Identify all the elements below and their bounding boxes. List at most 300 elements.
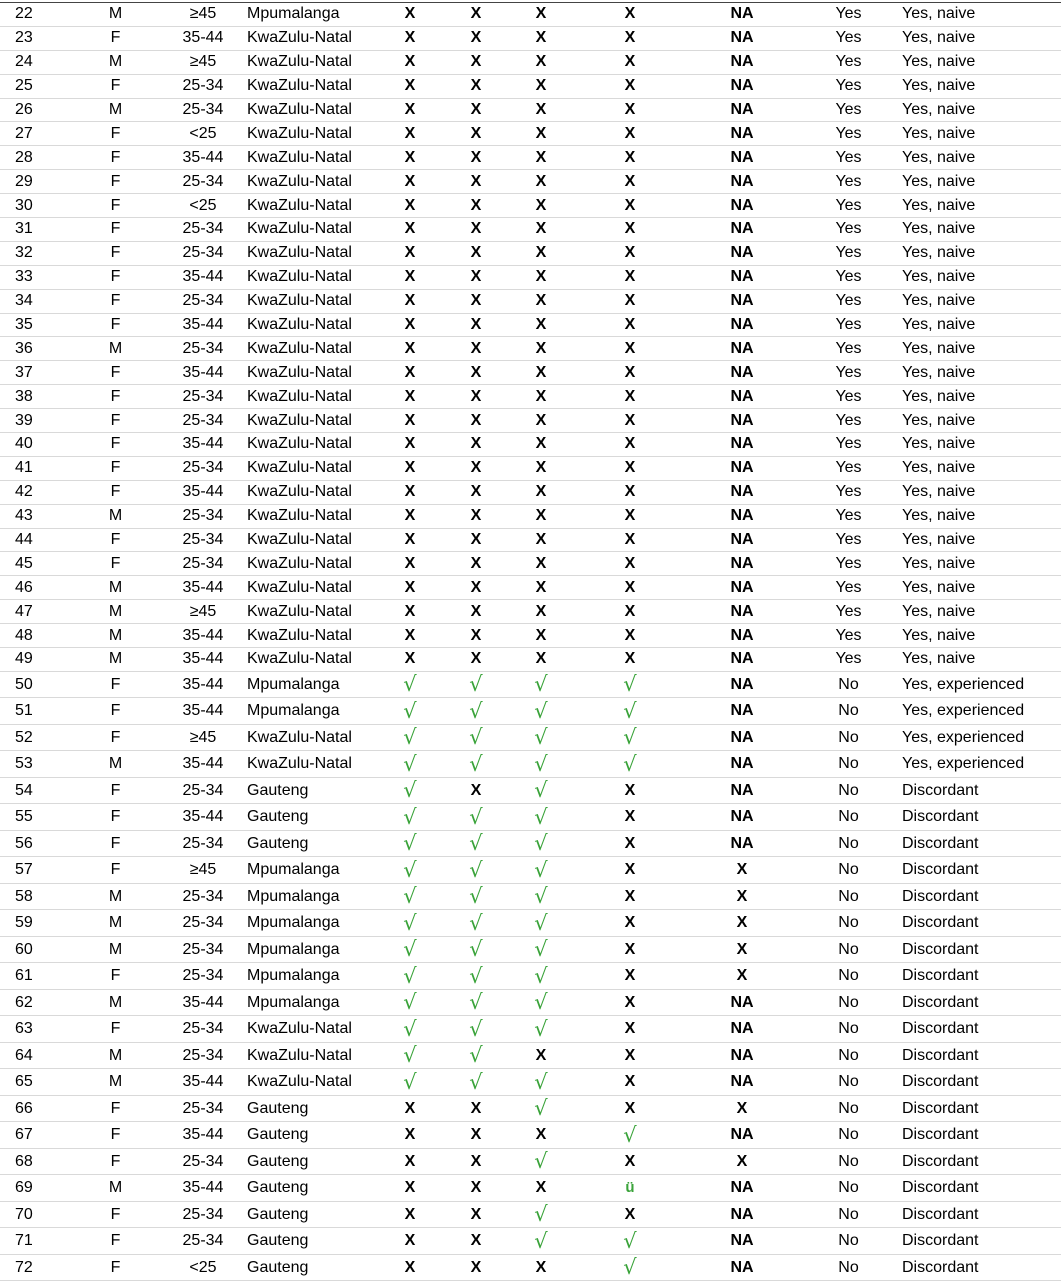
mark-col-3 xyxy=(505,480,577,504)
mark-col-4 xyxy=(577,576,683,600)
province-cell: Gauteng xyxy=(243,1254,373,1281)
table-row xyxy=(0,989,1061,1016)
cross-mark: X xyxy=(470,459,482,477)
table-row xyxy=(0,910,1061,937)
age-group-cell: 35-44 xyxy=(163,624,243,648)
mark-col-4 xyxy=(577,74,683,98)
na-label: NA xyxy=(730,411,754,429)
participant-id: 45 xyxy=(0,552,68,576)
na-label: NA xyxy=(730,316,754,334)
mark-col-1 xyxy=(373,804,447,831)
province-cell: Mpumalanga xyxy=(243,857,373,884)
participant-id: 56 xyxy=(0,830,68,857)
participant-id: 44 xyxy=(0,528,68,552)
mark-col-3 xyxy=(505,1201,577,1228)
mark-col-1 xyxy=(373,883,447,910)
na-label: NA xyxy=(730,1073,754,1091)
table-row xyxy=(0,1228,1061,1255)
mark-col-5 xyxy=(683,433,801,457)
cross-mark: X xyxy=(736,1099,748,1117)
na-label: NA xyxy=(730,29,754,47)
mark-col-3 xyxy=(505,3,577,26)
mark-col-1 xyxy=(373,504,447,528)
mark-col-5 xyxy=(683,122,801,146)
cross-mark: X xyxy=(470,387,482,405)
participant-id: 37 xyxy=(0,361,68,385)
age-group-cell: 35-44 xyxy=(163,671,243,698)
mark-col-5 xyxy=(683,857,801,884)
mark-col-1 xyxy=(373,698,447,725)
mark-col-1 xyxy=(373,1069,447,1096)
yes-no-cell: No xyxy=(801,1095,896,1122)
status-cell: Yes, experienced xyxy=(896,698,1061,725)
mark-col-1 xyxy=(373,857,447,884)
age-group-cell: 35-44 xyxy=(163,1069,243,1096)
table-row xyxy=(0,456,1061,480)
check-mark-icon: √ xyxy=(534,1096,548,1121)
check-mark-icon: √ xyxy=(469,725,483,750)
table-row xyxy=(0,857,1061,884)
table-row xyxy=(0,624,1061,648)
mark-col-2 xyxy=(447,74,505,98)
cross-mark: X xyxy=(535,1258,547,1276)
cross-mark: X xyxy=(624,5,636,23)
cross-mark: X xyxy=(470,339,482,357)
cross-mark: X xyxy=(470,1205,482,1223)
table-row xyxy=(0,480,1061,504)
status-cell: Yes, naive xyxy=(896,313,1061,337)
yes-no-cell: Yes xyxy=(801,122,896,146)
yes-no-cell: No xyxy=(801,698,896,725)
mark-col-2 xyxy=(447,698,505,725)
age-group-cell: 35-44 xyxy=(163,313,243,337)
cross-mark: X xyxy=(470,554,482,572)
mark-col-5 xyxy=(683,989,801,1016)
age-group-cell: 25-34 xyxy=(163,777,243,804)
cross-mark: X xyxy=(404,268,416,286)
mark-col-2 xyxy=(447,361,505,385)
check-mark-icon: √ xyxy=(403,751,417,776)
mark-col-2 xyxy=(447,146,505,170)
cross-mark: X xyxy=(470,507,482,525)
mark-col-3 xyxy=(505,337,577,361)
mark-col-2 xyxy=(447,830,505,857)
check-mark-icon: √ xyxy=(534,778,548,803)
mark-col-2 xyxy=(447,1095,505,1122)
age-group-cell: 35-44 xyxy=(163,576,243,600)
cross-mark: X xyxy=(470,650,482,668)
cross-mark: X xyxy=(470,148,482,166)
status-cell: Yes, naive xyxy=(896,409,1061,433)
mark-col-4 xyxy=(577,3,683,26)
mark-col-3 xyxy=(505,648,577,672)
check-mark-icon: √ xyxy=(403,1069,417,1094)
yes-no-cell: Yes xyxy=(801,600,896,624)
participant-id: 70 xyxy=(0,1201,68,1228)
mark-col-4 xyxy=(577,1228,683,1255)
cross-mark: X xyxy=(470,1179,482,1197)
check-mark-icon: √ xyxy=(623,672,637,697)
cross-mark: X xyxy=(624,887,636,905)
mark-col-3 xyxy=(505,883,577,910)
province-cell: KwaZulu-Natal xyxy=(243,218,373,242)
mark-col-5 xyxy=(683,361,801,385)
table-row xyxy=(0,194,1061,218)
participant-id: 68 xyxy=(0,1148,68,1175)
cross-mark: X xyxy=(535,363,547,381)
status-cell: Yes, naive xyxy=(896,3,1061,26)
status-cell: Discordant xyxy=(896,910,1061,937)
cross-mark: X xyxy=(624,268,636,286)
sex-cell: F xyxy=(68,777,163,804)
cross-mark: X xyxy=(535,459,547,477)
province-cell: KwaZulu-Natal xyxy=(243,409,373,433)
na-label: NA xyxy=(730,1205,754,1223)
age-group-cell: 25-34 xyxy=(163,1201,243,1228)
table-row xyxy=(0,122,1061,146)
check-mark-icon: √ xyxy=(623,1122,637,1147)
mark-col-4 xyxy=(577,313,683,337)
province-cell: KwaZulu-Natal xyxy=(243,313,373,337)
status-cell: Discordant xyxy=(896,1069,1061,1096)
sex-cell: M xyxy=(68,337,163,361)
sex-cell: M xyxy=(68,989,163,1016)
mark-col-5 xyxy=(683,1148,801,1175)
participant-id: 62 xyxy=(0,989,68,1016)
mark-col-5 xyxy=(683,409,801,433)
status-cell: Yes, naive xyxy=(896,624,1061,648)
table-row xyxy=(0,289,1061,313)
cross-mark: X xyxy=(624,531,636,549)
sex-cell: F xyxy=(68,857,163,884)
cross-mark: X xyxy=(535,220,547,238)
cross-mark: X xyxy=(535,124,547,142)
sex-cell: F xyxy=(68,1148,163,1175)
age-group-cell: 25-34 xyxy=(163,1016,243,1043)
province-cell: Mpumalanga xyxy=(243,671,373,698)
mark-col-5 xyxy=(683,671,801,698)
sex-cell: F xyxy=(68,361,163,385)
age-group-cell: 25-34 xyxy=(163,963,243,990)
na-label: NA xyxy=(730,1126,754,1144)
status-cell: Discordant xyxy=(896,1148,1061,1175)
province-cell: KwaZulu-Natal xyxy=(243,600,373,624)
mark-col-5 xyxy=(683,1201,801,1228)
mark-col-2 xyxy=(447,600,505,624)
cross-mark: X xyxy=(624,316,636,334)
cross-mark: X xyxy=(470,1099,482,1117)
age-group-cell: <25 xyxy=(163,194,243,218)
status-cell: Discordant xyxy=(896,777,1061,804)
participant-id: 24 xyxy=(0,50,68,74)
mark-col-2 xyxy=(447,1254,505,1281)
mark-col-2 xyxy=(447,170,505,194)
mark-col-1 xyxy=(373,528,447,552)
sex-cell: F xyxy=(68,74,163,98)
mark-col-4 xyxy=(577,1175,683,1202)
mark-col-4 xyxy=(577,241,683,265)
sex-cell: M xyxy=(68,600,163,624)
sex-cell: M xyxy=(68,936,163,963)
participant-id: 29 xyxy=(0,170,68,194)
mark-col-4 xyxy=(577,218,683,242)
mark-col-5 xyxy=(683,218,801,242)
table-row xyxy=(0,3,1061,26)
mark-col-5 xyxy=(683,456,801,480)
status-cell: Discordant xyxy=(896,1042,1061,1069)
mark-col-5 xyxy=(683,337,801,361)
mark-col-4 xyxy=(577,724,683,751)
mark-col-2 xyxy=(447,265,505,289)
na-label: NA xyxy=(730,755,754,773)
province-cell: KwaZulu-Natal xyxy=(243,1016,373,1043)
cross-mark: X xyxy=(470,101,482,118)
mark-col-5 xyxy=(683,576,801,600)
cross-mark: X xyxy=(624,1099,636,1117)
province-cell: KwaZulu-Natal xyxy=(243,361,373,385)
sex-cell: F xyxy=(68,194,163,218)
cross-mark: X xyxy=(624,459,636,477)
table-row xyxy=(0,433,1061,457)
cross-mark: X xyxy=(470,29,482,47)
status-cell: Yes, naive xyxy=(896,648,1061,672)
mark-col-1 xyxy=(373,98,447,122)
cross-mark: X xyxy=(404,363,416,381)
status-cell: Yes, naive xyxy=(896,98,1061,122)
cross-mark: X xyxy=(535,531,547,549)
check-mark-icon: √ xyxy=(403,937,417,962)
province-cell: Gauteng xyxy=(243,1148,373,1175)
table-row xyxy=(0,1148,1061,1175)
yes-no-cell: Yes xyxy=(801,433,896,457)
mark-col-1 xyxy=(373,910,447,937)
mark-col-3 xyxy=(505,218,577,242)
na-label: NA xyxy=(730,1179,754,1197)
cross-mark: X xyxy=(624,363,636,381)
mark-col-1 xyxy=(373,122,447,146)
cross-mark: X xyxy=(624,781,636,799)
mark-col-5 xyxy=(683,936,801,963)
participant-id: 69 xyxy=(0,1175,68,1202)
cross-mark: X xyxy=(535,339,547,357)
mark-col-3 xyxy=(505,698,577,725)
participant-id: 43 xyxy=(0,504,68,528)
check-mark-icon: √ xyxy=(534,831,548,856)
status-cell: Yes, naive xyxy=(896,433,1061,457)
cross-mark: X xyxy=(470,196,482,214)
participant-id: 72 xyxy=(0,1254,68,1281)
cross-mark: X xyxy=(470,781,482,799)
mark-col-1 xyxy=(373,1175,447,1202)
age-group-cell: 35-44 xyxy=(163,433,243,457)
mark-col-5 xyxy=(683,194,801,218)
mark-col-1 xyxy=(373,74,447,98)
mark-col-2 xyxy=(447,1201,505,1228)
sex-cell: M xyxy=(68,576,163,600)
mark-col-4 xyxy=(577,1148,683,1175)
status-cell: Discordant xyxy=(896,857,1061,884)
sex-cell: F xyxy=(68,1201,163,1228)
mark-col-1 xyxy=(373,50,447,74)
mark-col-2 xyxy=(447,313,505,337)
age-group-cell: 25-34 xyxy=(163,830,243,857)
mark-col-1 xyxy=(373,146,447,170)
mark-col-3 xyxy=(505,1228,577,1255)
cross-mark: X xyxy=(404,483,416,501)
cross-mark: X xyxy=(470,53,482,71)
cross-mark: X xyxy=(624,650,636,668)
yes-no-cell: Yes xyxy=(801,289,896,313)
yes-no-cell: No xyxy=(801,830,896,857)
mark-col-3 xyxy=(505,385,577,409)
check-mark-icon: √ xyxy=(403,831,417,856)
table-row xyxy=(0,1095,1061,1122)
age-group-cell: 25-34 xyxy=(163,552,243,576)
mark-col-4 xyxy=(577,1095,683,1122)
table-row xyxy=(0,337,1061,361)
mark-col-5 xyxy=(683,26,801,50)
na-label: NA xyxy=(730,602,754,620)
cross-mark: X xyxy=(404,387,416,405)
cross-mark: X xyxy=(470,220,482,238)
cross-mark: X xyxy=(404,554,416,572)
mark-col-2 xyxy=(447,804,505,831)
cross-mark: X xyxy=(404,1258,416,1276)
check-mark-icon: √ xyxy=(534,884,548,909)
check-mark-icon: √ xyxy=(534,1228,548,1253)
participant-id: 33 xyxy=(0,265,68,289)
table-row xyxy=(0,963,1061,990)
yes-no-cell: Yes xyxy=(801,194,896,218)
check-mark-icon: √ xyxy=(403,672,417,697)
age-group-cell: 25-34 xyxy=(163,1042,243,1069)
age-group-cell: 25-34 xyxy=(163,936,243,963)
cross-mark: X xyxy=(470,172,482,190)
participants-table xyxy=(0,3,1061,1281)
check-mark-icon: √ xyxy=(469,857,483,882)
sex-cell: F xyxy=(68,1016,163,1043)
check-mark-icon: √ xyxy=(534,910,548,935)
status-cell: Yes, experienced xyxy=(896,671,1061,698)
cross-mark: X xyxy=(535,244,547,262)
table-row xyxy=(0,528,1061,552)
mark-col-2 xyxy=(447,241,505,265)
cross-mark: X xyxy=(624,914,636,932)
participant-id: 35 xyxy=(0,313,68,337)
cross-mark: X xyxy=(470,483,482,501)
mark-col-3 xyxy=(505,74,577,98)
status-cell: Yes, naive xyxy=(896,170,1061,194)
province-cell: Gauteng xyxy=(243,1228,373,1255)
na-label: NA xyxy=(730,387,754,405)
yes-no-cell: No xyxy=(801,936,896,963)
province-cell: Gauteng xyxy=(243,1201,373,1228)
age-group-cell: 35-44 xyxy=(163,26,243,50)
cross-mark: X xyxy=(624,554,636,572)
mark-col-5 xyxy=(683,289,801,313)
sex-cell: F xyxy=(68,698,163,725)
cross-mark: X xyxy=(404,339,416,357)
na-label: NA xyxy=(730,781,754,799)
mark-col-3 xyxy=(505,910,577,937)
province-cell: Gauteng xyxy=(243,1095,373,1122)
status-cell: Yes, naive xyxy=(896,361,1061,385)
participant-id: 55 xyxy=(0,804,68,831)
age-group-cell: 35-44 xyxy=(163,1122,243,1149)
yes-no-cell: Yes xyxy=(801,337,896,361)
mark-col-2 xyxy=(447,480,505,504)
check-mark-icon: √ xyxy=(623,1228,637,1253)
yes-no-cell: Yes xyxy=(801,552,896,576)
status-cell: Yes, naive xyxy=(896,480,1061,504)
check-mark-icon: √ xyxy=(469,751,483,776)
sex-cell: F xyxy=(68,218,163,242)
mark-col-5 xyxy=(683,170,801,194)
mark-col-5 xyxy=(683,241,801,265)
na-label: NA xyxy=(730,507,754,525)
cross-mark: X xyxy=(404,172,416,190)
sex-cell: M xyxy=(68,50,163,74)
table-row xyxy=(0,600,1061,624)
mark-col-4 xyxy=(577,936,683,963)
check-mark-icon: √ xyxy=(623,725,637,750)
province-cell: KwaZulu-Natal xyxy=(243,504,373,528)
mark-col-4 xyxy=(577,910,683,937)
mark-col-1 xyxy=(373,671,447,698)
check-mark-icon: √ xyxy=(534,804,548,829)
age-group-cell: <25 xyxy=(163,1254,243,1281)
table-row xyxy=(0,648,1061,672)
sex-cell: M xyxy=(68,648,163,672)
status-cell: Discordant xyxy=(896,804,1061,831)
age-group-cell: 35-44 xyxy=(163,804,243,831)
mark-col-1 xyxy=(373,361,447,385)
age-group-cell: 35-44 xyxy=(163,480,243,504)
table-row xyxy=(0,50,1061,74)
participant-id: 47 xyxy=(0,600,68,624)
province-cell: KwaZulu-Natal xyxy=(243,241,373,265)
cross-mark: X xyxy=(535,435,547,453)
cross-mark: X xyxy=(404,435,416,453)
na-label: NA xyxy=(730,834,754,852)
mark-col-2 xyxy=(447,552,505,576)
na-label: NA xyxy=(730,1232,754,1250)
participant-id: 34 xyxy=(0,289,68,313)
mark-col-4 xyxy=(577,409,683,433)
mark-col-4 xyxy=(577,1016,683,1043)
cross-mark: X xyxy=(624,220,636,238)
yes-no-cell: Yes xyxy=(801,241,896,265)
cross-mark: X xyxy=(404,29,416,47)
check-mark-icon: √ xyxy=(534,937,548,962)
mark-col-5 xyxy=(683,1175,801,1202)
participant-id: 58 xyxy=(0,883,68,910)
na-label: NA xyxy=(730,53,754,71)
mark-col-2 xyxy=(447,433,505,457)
cross-mark: X xyxy=(535,1179,547,1197)
province-cell: KwaZulu-Natal xyxy=(243,433,373,457)
sex-cell: F xyxy=(68,1228,163,1255)
status-cell: Discordant xyxy=(896,883,1061,910)
mark-col-1 xyxy=(373,456,447,480)
province-cell: Mpumalanga xyxy=(243,883,373,910)
sex-cell: F xyxy=(68,1095,163,1122)
mark-col-4 xyxy=(577,194,683,218)
yes-no-cell: No xyxy=(801,751,896,778)
check-mark-icon: √ xyxy=(403,963,417,988)
participant-id: 67 xyxy=(0,1122,68,1149)
province-cell: KwaZulu-Natal xyxy=(243,289,373,313)
